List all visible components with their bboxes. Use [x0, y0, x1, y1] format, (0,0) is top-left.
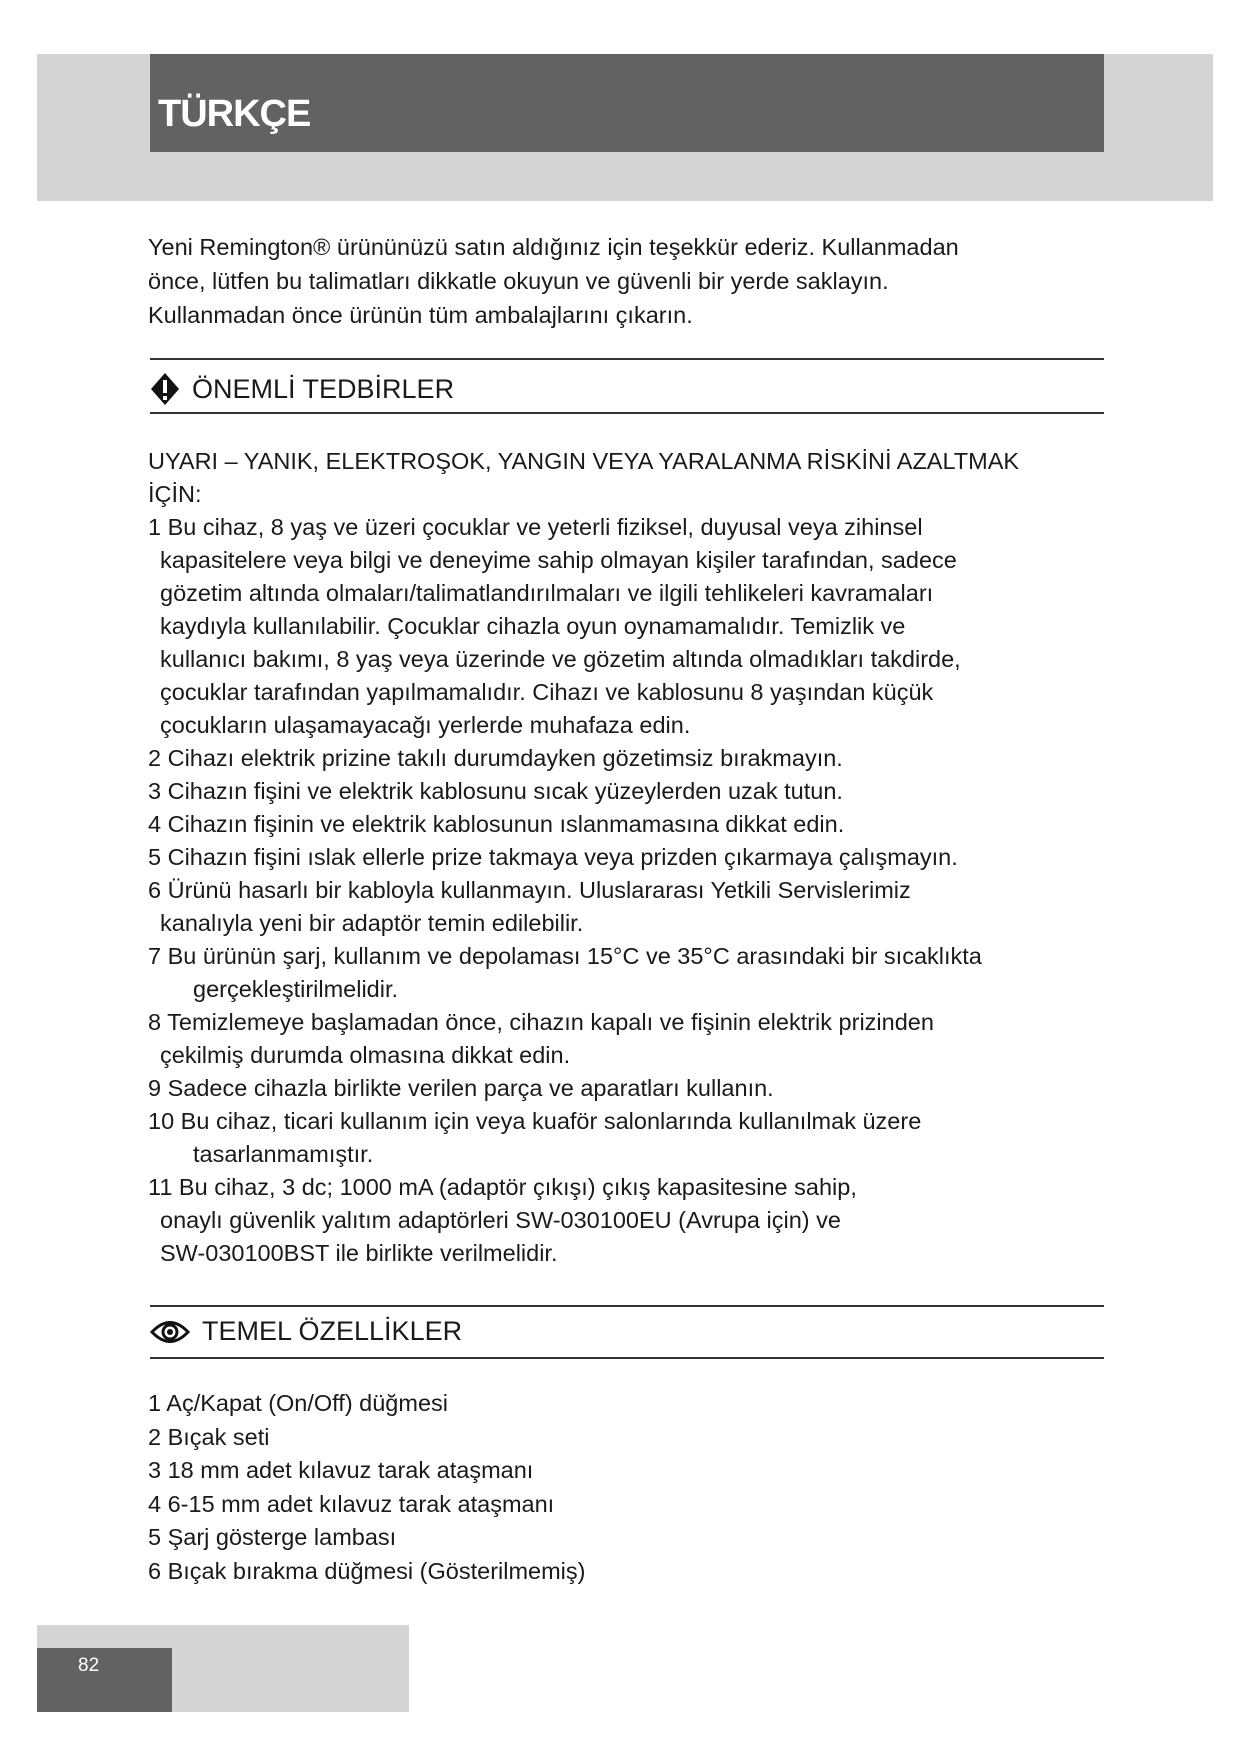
precaution-line: 10 Bu cihaz, ticari kullanım için veya kuaför salonlarında kullanılmak üzere [148, 1108, 922, 1134]
feature-item: 5 Şarj gösterge lambası [148, 1524, 397, 1550]
precaution-line: UYARI – YANIK, ELEKTROŞOK, YANGIN VEYA YARALANMA RİSKİNİ AZALTMAK [148, 448, 1020, 474]
precaution-line: gerçekleştirilmelidir. [193, 976, 399, 1002]
precaution-line: SW-030100BST ile birlikte verilmelidir. [160, 1240, 558, 1266]
intro-line: Kullanmadan önce ürünün tüm ambalajlarını çıkarın. [148, 302, 693, 328]
feature-item: 4 6-15 mm adet kılavuz tarak ataşmanı [148, 1490, 555, 1517]
precaution-line: İÇİN: [148, 481, 202, 507]
precaution-line: çocukların ulaşamayacağı yerlerde muhafaza edin. [160, 712, 691, 738]
precaution-line: 8 Temizlemeye başlamadan önce, cihazın kapalı ve fişinin elektrik prizinden [148, 1009, 934, 1035]
precaution-line: 4 Cihazın fişinin ve elektrik kablosunun ıslanmamasına dikkat edin. [148, 811, 845, 837]
page-number: 82 [78, 1655, 100, 1676]
precaution-line: tasarlanmamıştır. [193, 1141, 374, 1167]
divider [150, 412, 1104, 414]
feature-item: 2 Bıçak seti [148, 1423, 270, 1450]
divider [150, 1305, 1104, 1307]
heading-text: TEMEL ÖZELLİKLER [202, 1316, 463, 1346]
precaution-line: 7 Bu ürünün şarj, kullanım ve depolaması 15°C ve 35°C arasındaki bir sıcaklıkta [148, 943, 982, 969]
divider [150, 1357, 1104, 1359]
precaution-line: 9 Sadece cihazla birlikte verilen parça ve aparatları kullanın. [148, 1075, 774, 1101]
precaution-line: 2 Cihazı elektrik prizine takılı durumdayken gözetimsiz bırakmayın. [148, 745, 843, 771]
feature-item: 1 Aç/Kapat (On/Off) düğmesi [148, 1390, 448, 1416]
page-title: TÜRKÇE [158, 93, 311, 135]
precaution-line: 6 Ürünü hasarlı bir kabloyla kullanmayın. Uluslararası Yetkili Servislerimiz [148, 877, 911, 903]
intro-line: Yeni Remington® ürününüzü satın aldığınız için teşekkür ederiz. Kullanmadan [148, 234, 959, 260]
precaution-line: kanalıyla yeni bir adaptör temin edilebilir. [160, 910, 584, 936]
warning-diamond-icon [150, 372, 180, 406]
precaution-line: çocuklar tarafından yapılmamalıdır. Cihazı ve kablosunu 8 yaşından küçük [160, 679, 934, 705]
section-heading-precautions [150, 372, 454, 406]
divider [150, 358, 1104, 360]
feature-item: 6 Bıçak bırakma düğmesi (Gösterilmemiş) [148, 1557, 586, 1584]
precaution-line: 3 Cihazın fişini ve elektrik kablosunu sıcak yüzeylerden uzak tutun. [148, 778, 843, 804]
eye-icon [150, 1319, 190, 1345]
precaution-line: gözetim altında olmaları/talimatlandırılmaları ve ilgili tehlikeleri kavramaları [160, 580, 934, 606]
precaution-line: 1 Bu cihaz, 8 yaş ve üzeri çocuklar ve yeterli fiziksel, duyusal veya zihinsel [148, 514, 923, 540]
precaution-line: kullanıcı bakımı, 8 yaş veya üzerinde ve gözetim altında olmadıkları takdirde, [160, 646, 961, 672]
heading-text: ÖNEMLİ TEDBİRLER [192, 373, 455, 404]
precaution-line: 11 Bu cihaz, 3 dc; 1000 mA (adaptör çıkışı) çıkış kapasitesine sahip, [148, 1174, 857, 1200]
intro-line: önce, lütfen bu talimatları dikkatle okuyun ve güvenli bir yerde saklayın. [148, 268, 889, 294]
precaution-line: 5 Cihazın fişini ıslak ellerle prize takmaya veya prizden çıkarmaya çalışmayın. [148, 844, 958, 870]
precaution-line: onaylı güvenlik yalıtım adaptörleri SW-030100EU (Avrupa için) ve [160, 1207, 841, 1233]
intro-paragraph [148, 230, 959, 332]
feature-item: 3 18 mm adet kılavuz tarak ataşmanı [148, 1457, 534, 1483]
precaution-line: kapasitelere veya bilgi ve deneyime sahip olmayan kişiler tarafından, sadece [160, 547, 957, 573]
precaution-line: kaydıyla kullanılabilir. Çocuklar cihazla oyun oynamamalıdır. Temizlik ve [160, 613, 906, 639]
precaution-line: çekilmiş durumda olmasına dikkat edin. [160, 1042, 571, 1068]
section-heading-features [150, 1316, 462, 1347]
footer-box [37, 1648, 172, 1712]
